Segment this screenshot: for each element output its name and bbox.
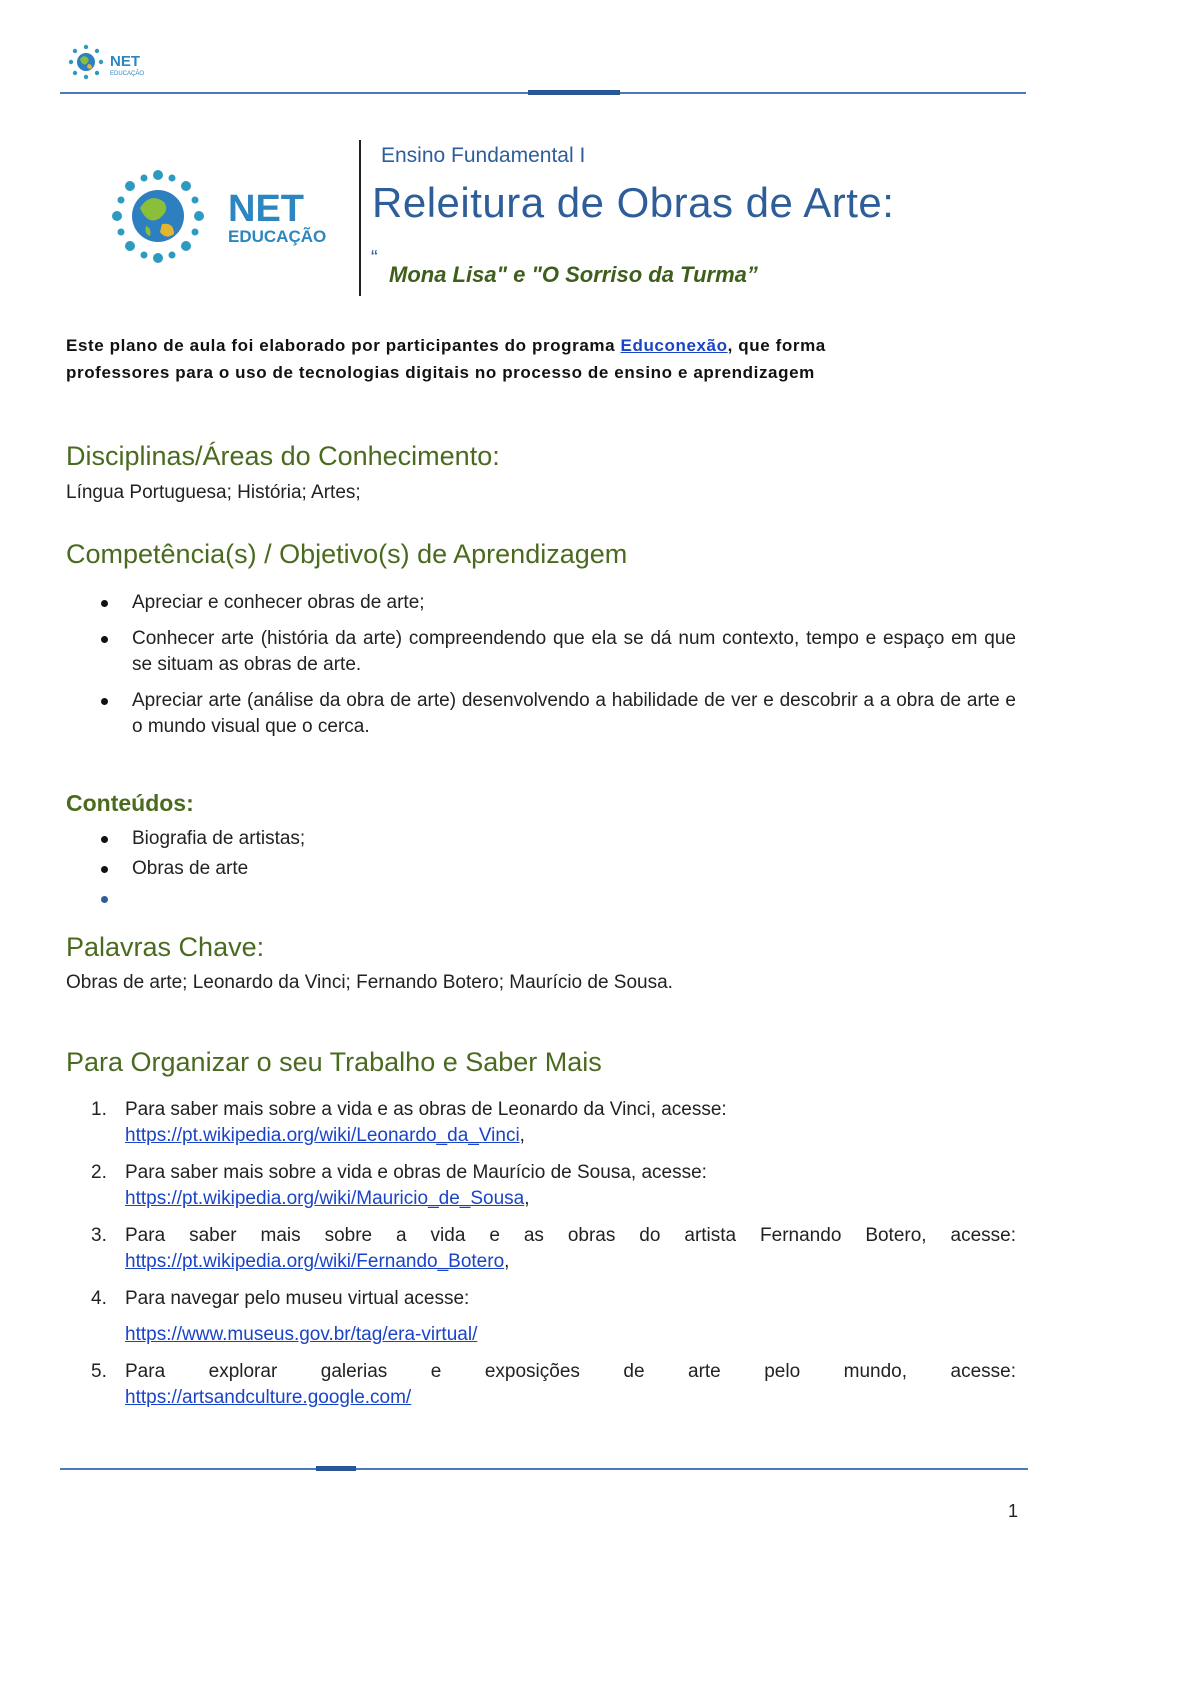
- link-mauricio[interactable]: https://pt.wikipedia.org/wiki/Mauricio_de_Sousa: [125, 1188, 525, 1209]
- educonexao-link[interactable]: Educonexão: [620, 336, 728, 355]
- list-item: 3. Para saber mais sobre a vida e as obras do artista Fernando Botero, acesse: https://pt.wikipedia.org/wiki/Fernando_Botero,: [91, 1225, 1016, 1272]
- organize-heading: Para Organizar o seu Trabalho e Saber Mais: [66, 1047, 602, 1077]
- link-museu-virtual[interactable]: https://www.museus.gov.br/tag/era-virtual/: [125, 1324, 478, 1345]
- svg-text:NET: NET: [110, 53, 140, 70]
- keywords-heading: Palavras Chave:: [66, 932, 265, 962]
- header-rule-accent: [528, 90, 620, 95]
- item-number: 5.: [91, 1361, 107, 1382]
- list-item: 1. Para saber mais sobre a vida e as obras de Leonardo da Vinci, acesse: https://pt.wikipedia.org/wiki/Leonardo_da_Vinci,: [91, 1099, 727, 1146]
- item-number: 4.: [91, 1288, 107, 1309]
- link-leonardo[interactable]: https://pt.wikipedia.org/wiki/Leonardo_da_Vinci: [125, 1125, 520, 1146]
- item-number: 1.: [91, 1099, 107, 1120]
- competencies-list: [66, 590, 1016, 750]
- intro-text-line2: professores para o uso de tecnologias digitais no processo de ensino e aprendizagem: [66, 363, 815, 382]
- item-text: Para saber mais sobre a vida e as obras de Leonardo da Vinci, acesse:: [125, 1099, 727, 1120]
- competencies-heading: Competência(s) / Objetivo(s) de Aprendizagem: [66, 539, 628, 569]
- list-item: Obras de arte: [66, 856, 966, 882]
- footer-rule: [60, 1468, 1028, 1470]
- page-number: 1: [1008, 1501, 1019, 1521]
- net-educacao-logo: [106, 166, 346, 268]
- intro-text-start: Este plano de aula foi elaborado por participantes do programa: [66, 336, 621, 355]
- footer-rule-accent: [316, 1466, 356, 1471]
- contents-heading: Conteúdos:: [66, 790, 194, 816]
- disciplines-heading: Disciplinas/Áreas do Conhecimento:: [66, 441, 500, 471]
- item-text: Para navegar pelo museu virtual acesse:: [125, 1288, 470, 1309]
- link-arts-culture[interactable]: https://artsandculture.google.com/: [125, 1387, 412, 1408]
- list-item: 2. Para saber mais sobre a vida e obras de Maurício de Sousa, acesse: https://pt.wikipedia.org/wiki/Mauricio_de_Sousa,: [91, 1162, 707, 1209]
- education-level: Ensino Fundamental I: [381, 144, 586, 167]
- item-text: Para saber mais sobre a vida e obras de Maurício de Sousa, acesse:: [125, 1162, 707, 1183]
- list-item: Conhecer arte (história da arte) compreendendo que ela se dá num contexto, tempo e espaço em que se situam as obras de arte.: [66, 626, 1016, 678]
- svg-text:EDUCAÇÃO: EDUCAÇÃO: [110, 71, 145, 77]
- list-item: Apreciar e conhecer obras de arte;: [66, 590, 1016, 616]
- link-botero[interactable]: https://pt.wikipedia.org/wiki/Fernando_Botero: [125, 1251, 505, 1272]
- bullet-icon: [101, 636, 108, 643]
- list-item: [66, 886, 966, 912]
- intro-text-end: , que forma: [727, 336, 826, 355]
- opening-quote: “: [371, 247, 378, 269]
- contents-list: [66, 826, 966, 916]
- page-title: Releitura de Obras de Arte:: [372, 179, 895, 226]
- item-text: Para explorar galerias e exposições de arte pelo mundo, acesse:: [125, 1361, 1016, 1382]
- page-subtitle: Mona Lisa" e "O Sorriso da Turma”: [389, 262, 758, 287]
- bullet-icon: [101, 698, 108, 705]
- globe-icon: [77, 53, 95, 71]
- logo-mark: [106, 166, 346, 268]
- item-text: Para saber mais sobre a vida e as obras do artista Fernando Botero, acesse:: [125, 1225, 1016, 1246]
- svg-text:EDUCAÇÃO: EDUCAÇÃO: [228, 227, 327, 246]
- list-item: [66, 1359, 1016, 1411]
- svg-text:NET: NET: [228, 188, 304, 230]
- bullet-icon: [101, 866, 108, 873]
- header-logo-mark: [66, 42, 156, 82]
- bullet-icon: [101, 600, 108, 607]
- item-number: 2.: [91, 1162, 107, 1183]
- keywords-text: Obras de arte; Leonardo da Vinci; Fernando Botero; Maurício de Sousa.: [66, 972, 673, 993]
- item-number: 3.: [91, 1225, 107, 1246]
- intro-paragraph: [66, 332, 966, 386]
- title-divider: [359, 140, 361, 296]
- header-logo: [66, 42, 156, 82]
- list-item: Apreciar arte (análise da obra de arte) desenvolvendo a habilidade de ver e descobrir a a obra de arte e o mundo visual que o cerca.: [66, 688, 1016, 740]
- list-item: Biografia de artistas;: [66, 826, 966, 852]
- disciplines-text: Língua Portuguesa; História; Artes;: [66, 482, 361, 503]
- bullet-icon: [101, 896, 108, 903]
- globe-people-icon: [112, 170, 204, 263]
- organize-list: [66, 1097, 1016, 1422]
- bullet-icon: [101, 836, 108, 843]
- list-item: [66, 1286, 1016, 1348]
